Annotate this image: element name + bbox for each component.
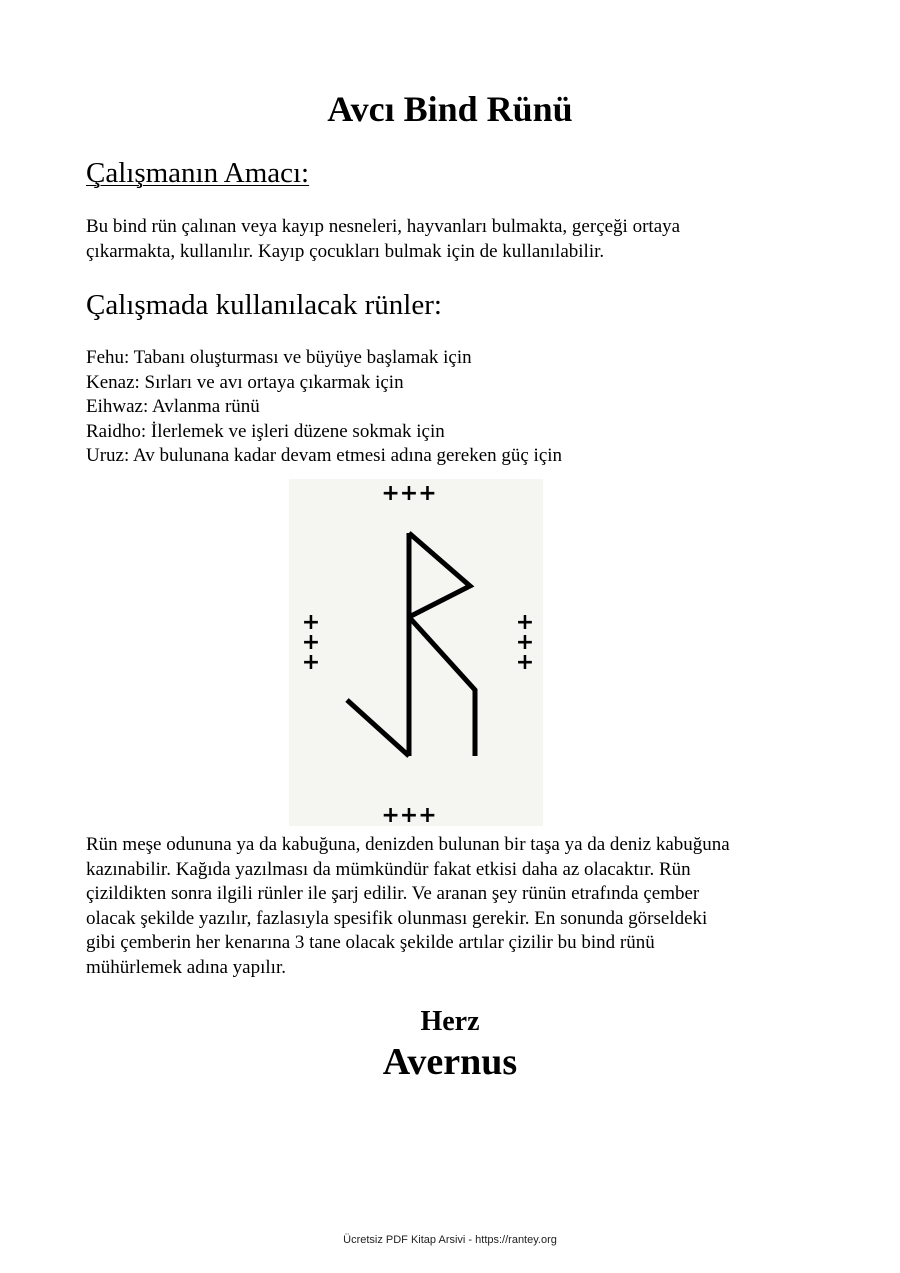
- rune-uruz-leg: [409, 617, 475, 756]
- rune-item-eihwaz: Eihwaz: Avlanma rünü: [86, 396, 260, 417]
- purpose-paragraph: [86, 215, 826, 264]
- rune-raidho-loop: [409, 533, 470, 617]
- right-plus-mark: +: [515, 650, 535, 675]
- purpose-line: çıkarmakta, kullanılır. Kayıp çocukları bulmak için de kullanılabilir.: [86, 240, 605, 262]
- left-plus-mark: +: [301, 610, 321, 635]
- body-line: kazınabilir. Kağıda yazılması da mümkündür fakat etkisi daha az olacaktır. Rün: [86, 858, 691, 880]
- top-plus-marks: +++: [381, 481, 437, 506]
- body-line: mühürlemek adına yapılır.: [86, 956, 286, 978]
- purpose-line: Bu bind rün çalınan veya kayıp nesneleri, hayvanları bulmakta, gerçeği ortaya: [86, 216, 681, 237]
- bind-rune-figure: [289, 479, 543, 826]
- page-title: Avcı Bind Rünü: [327, 89, 573, 129]
- rune-item-uruz: Uruz: Av bulunana kadar devam etmesi adına gereken güç için: [86, 445, 563, 466]
- body-line: olacak şekilde yazılır, fazlasıyla spesifik olunması gerekir. En sonunda görseldeki: [86, 907, 708, 929]
- footer-text: Ücretsiz PDF Kitap Arsivi - https://rantey.org: [343, 1234, 557, 1246]
- left-plus-mark: +: [301, 650, 321, 675]
- purpose-heading: Çalışmanın Amacı:: [86, 157, 310, 189]
- right-plus-mark: +: [515, 630, 535, 655]
- rune-item-kenaz: Kenaz: Sırları ve avı ortaya çıkarmak için: [86, 371, 404, 393]
- right-plus-mark: +: [515, 610, 535, 635]
- body-line: Rün meşe odununa ya da kabuğuna, denizden bulunan bir taşa ya da deniz kabuğuna: [86, 834, 730, 855]
- bottom-plus-marks: +++: [381, 803, 437, 826]
- left-plus-mark: +: [301, 630, 321, 655]
- signature-small: Herz: [420, 1006, 480, 1037]
- body-line: gibi çemberin her kenarına 3 tane olacak şekilde artılar çizilir bu bind rünü: [86, 932, 655, 953]
- rune-item-raidho: Raidho: İlerlemek ve işleri düzene sokmak için: [86, 420, 445, 442]
- body-line: çizildikten sonra ilgili rünler ile şarj edilir. Ve aranan şey rünün etrafında çember: [86, 883, 700, 904]
- bind-rune-drawing: [289, 479, 543, 826]
- rune-kenaz-branch: [347, 700, 409, 756]
- rune-list: [86, 346, 826, 469]
- body-paragraph: [86, 833, 826, 980]
- rune-item-fehu: Fehu: Tabanı oluşturması ve büyüye başlamak için: [86, 347, 472, 368]
- runes-heading: Çalışmada kullanılacak rünler:: [86, 289, 442, 321]
- signature-large: Avernus: [382, 1041, 518, 1083]
